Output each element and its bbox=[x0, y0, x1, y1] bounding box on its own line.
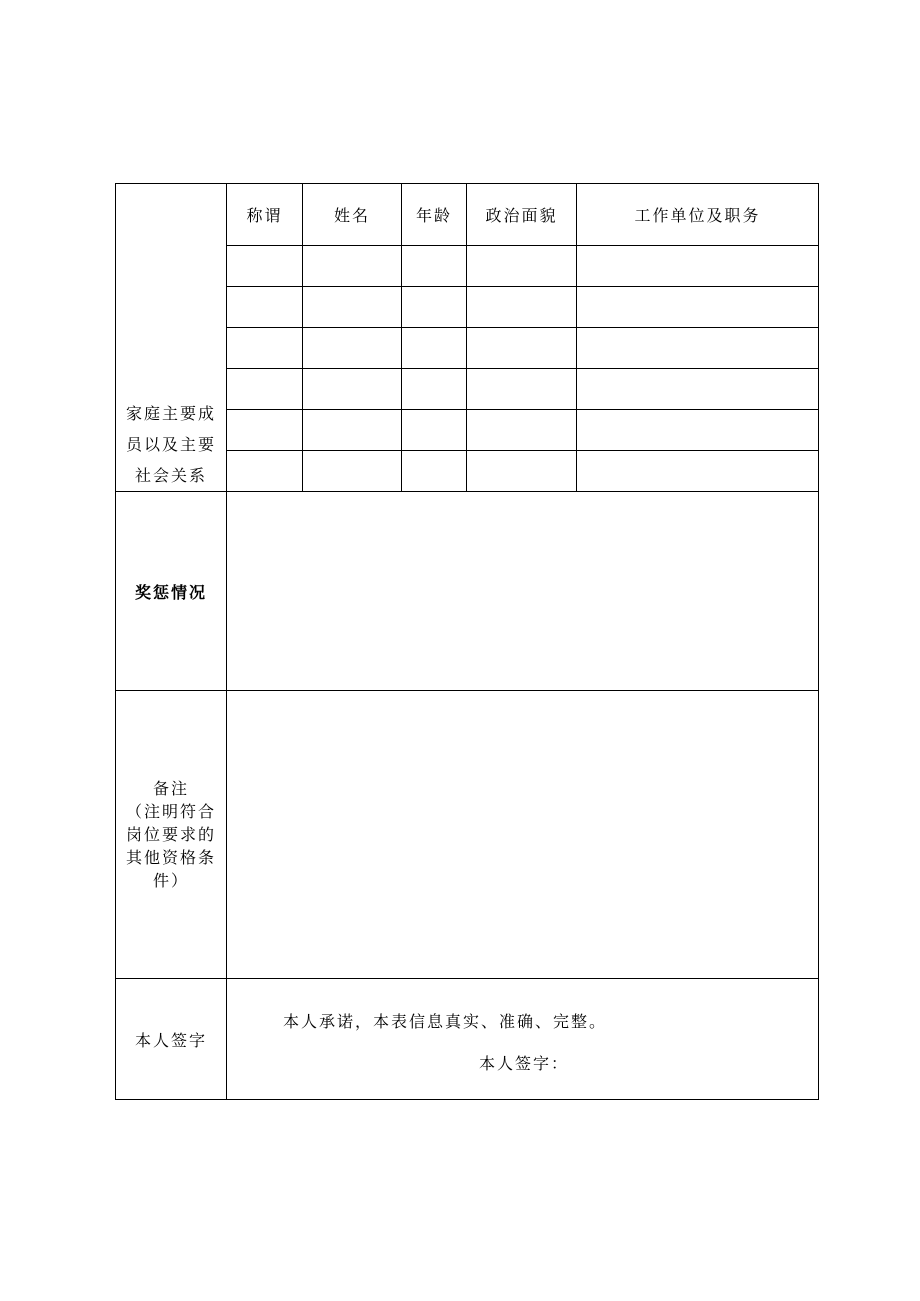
relation-cell[interactable] bbox=[227, 246, 303, 287]
name-cell[interactable] bbox=[303, 451, 402, 492]
awards-content-cell[interactable] bbox=[227, 492, 819, 691]
work-unit-cell[interactable] bbox=[577, 369, 819, 410]
header-work-unit-position: 工作单位及职务 bbox=[577, 184, 819, 246]
work-unit-cell[interactable] bbox=[577, 410, 819, 451]
header-political-status: 政治面貌 bbox=[467, 184, 577, 246]
notes-content-cell[interactable] bbox=[227, 691, 819, 979]
notes-label-line-2: （注明符合 bbox=[125, 802, 216, 821]
signature-row bbox=[116, 979, 819, 1100]
notes-label bbox=[116, 691, 227, 979]
relation-cell[interactable] bbox=[227, 451, 303, 492]
relation-cell[interactable] bbox=[227, 410, 303, 451]
notes-label-line-5: 件） bbox=[152, 871, 189, 890]
political-status-cell[interactable] bbox=[467, 246, 577, 287]
political-status-cell[interactable] bbox=[467, 369, 577, 410]
name-cell[interactable] bbox=[303, 246, 402, 287]
family-label-line-1: 家庭主要成 bbox=[125, 404, 216, 423]
relation-cell[interactable] bbox=[227, 287, 303, 328]
age-cell[interactable] bbox=[402, 246, 467, 287]
name-cell[interactable] bbox=[303, 410, 402, 451]
work-unit-cell[interactable] bbox=[577, 287, 819, 328]
header-age: 年龄 bbox=[402, 184, 467, 246]
family-header-row bbox=[116, 184, 819, 246]
family-label-line-3: 社会关系 bbox=[134, 466, 207, 485]
notes-label-line-3: 岗位要求的 bbox=[125, 825, 216, 844]
work-unit-cell[interactable] bbox=[577, 328, 819, 369]
notes-label-line-4: 其他资格条 bbox=[125, 848, 216, 867]
age-cell[interactable] bbox=[402, 410, 467, 451]
promise-statement: 本人承诺，本表信息真实、准确、完整。 bbox=[283, 1012, 608, 1031]
political-status-cell[interactable] bbox=[467, 451, 577, 492]
family-label-line-2: 员以及主要 bbox=[125, 435, 216, 454]
age-cell[interactable] bbox=[402, 369, 467, 410]
political-status-cell[interactable] bbox=[467, 287, 577, 328]
family-members-label bbox=[116, 184, 227, 492]
age-cell[interactable] bbox=[402, 451, 467, 492]
name-cell[interactable] bbox=[303, 369, 402, 410]
age-cell[interactable] bbox=[402, 287, 467, 328]
notes-label-line-1: 备注 bbox=[152, 779, 189, 798]
header-name: 姓名 bbox=[303, 184, 402, 246]
notes-row bbox=[116, 691, 819, 979]
awards-label: 奖惩情况 bbox=[116, 492, 227, 691]
relation-cell[interactable] bbox=[227, 328, 303, 369]
name-cell[interactable] bbox=[303, 287, 402, 328]
header-relation: 称谓 bbox=[227, 184, 303, 246]
work-unit-cell[interactable] bbox=[577, 246, 819, 287]
political-status-cell[interactable] bbox=[467, 328, 577, 369]
registration-form-table bbox=[115, 183, 819, 1100]
signature-prompt: 本人签字： bbox=[479, 1054, 570, 1073]
name-cell[interactable] bbox=[303, 328, 402, 369]
awards-row bbox=[116, 492, 819, 691]
age-cell[interactable] bbox=[402, 328, 467, 369]
political-status-cell[interactable] bbox=[467, 410, 577, 451]
signature-cell[interactable] bbox=[227, 979, 819, 1100]
relation-cell[interactable] bbox=[227, 369, 303, 410]
signature-label: 本人签字 bbox=[116, 979, 227, 1100]
work-unit-cell[interactable] bbox=[577, 451, 819, 492]
